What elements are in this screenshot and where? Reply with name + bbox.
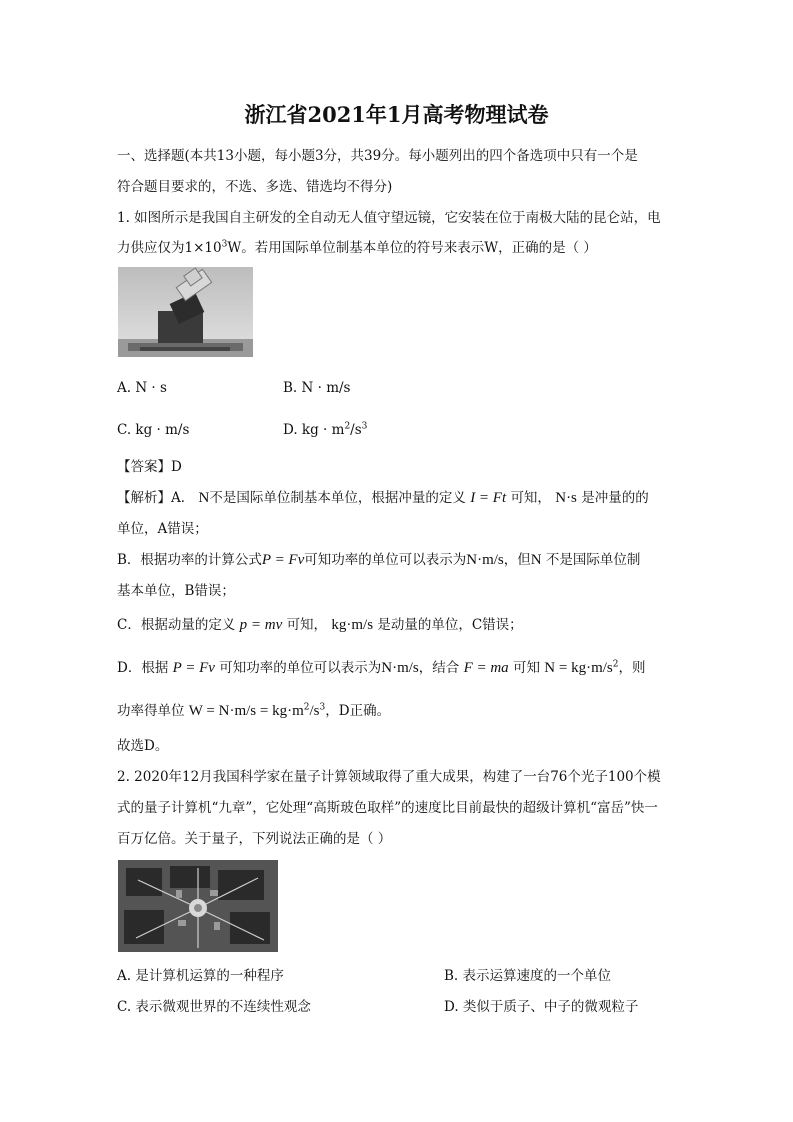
- q2-option-d: D. 类似于质子、中子的微观粒子: [444, 999, 639, 1015]
- q1-option-c: C. kg · m/s: [117, 422, 190, 438]
- q1-option-b: B. N · m/s: [283, 380, 351, 396]
- q1-conclusion: 故选D。: [117, 738, 169, 754]
- q1-analysis-line7: 功率得单位 $W = N\cdot m/s = kg\cdot m^2/s^3$，D正确。: [117, 702, 391, 719]
- q2-stem-line1: 2. 2020年12月我国科学家在量子计算领域取得了重大成果，构建了一台76个光子100个模: [117, 769, 661, 785]
- q1-analysis-line4: 基本单位，B错误；: [117, 583, 235, 599]
- q1-stem-line2: 力供应仅为$1\times 10^3W$。若用国际单位制基本单位的符号来表示W，正确的是（ ）: [117, 239, 597, 256]
- q1-answer: 【答案】D: [117, 459, 182, 475]
- q2-stem-line3: 百万亿倍。关于量子，下列说法正确的是（ ）: [117, 831, 392, 847]
- q1-analysis-line6: D．根据 P = Fv 可知功率的单位可以表示为N·m/s，结合 F = ma 可知 $N = kg\cdot m/s^2$，则: [117, 659, 646, 676]
- q1-analysis-line2: 单位，A错误；: [117, 521, 208, 537]
- telescope-photo: [118, 267, 253, 357]
- section-heading-line1: 一、选择题(本共13小题，每小题3分，共39分。每小题列出的四个备选项中只有一个是: [117, 148, 638, 164]
- q2-option-a: A. 是计算机运算的一种程序: [117, 968, 284, 984]
- quantum-computer-photo: [118, 860, 278, 952]
- page-title: 浙江省2021年1月高考物理试卷: [244, 102, 549, 127]
- q1-analysis-line1: 【解析】A． N不是国际单位制基本单位，根据冲量的定义 I = Ft 可知， N·s 是冲量的的: [117, 490, 649, 506]
- q2-stem-line2: 式的量子计算机“九章”，它处理“高斯玻色取样”的速度比目前最快的超级计算机“富岳”快一: [117, 800, 658, 816]
- q1-analysis-line5: C．根据动量的定义 p = mv 可知， kg·m/s 是动量的单位，C错误；: [117, 617, 523, 633]
- q1-option-d: D. kg · $m^2/s^3$: [283, 421, 368, 438]
- q1-analysis-line3: B．根据功率的计算公式P = Fv可知功率的单位可以表示为N·m/s，但N 不是国际单位制: [117, 552, 641, 568]
- section-heading-line2: 符合题目要求的，不选、多选、错选均不得分): [117, 179, 393, 195]
- q2-option-c: C. 表示微观世界的不连续性观念: [117, 999, 311, 1015]
- q2-option-b: B. 表示运算速度的一个单位: [444, 968, 612, 984]
- q1-stem-line1: 1. 如图所示是我国自主研发的全自动无人值守望远镜，它安装在位于南极大陆的昆仑站，电: [117, 210, 661, 226]
- q1-option-a: A. N · s: [117, 380, 167, 396]
